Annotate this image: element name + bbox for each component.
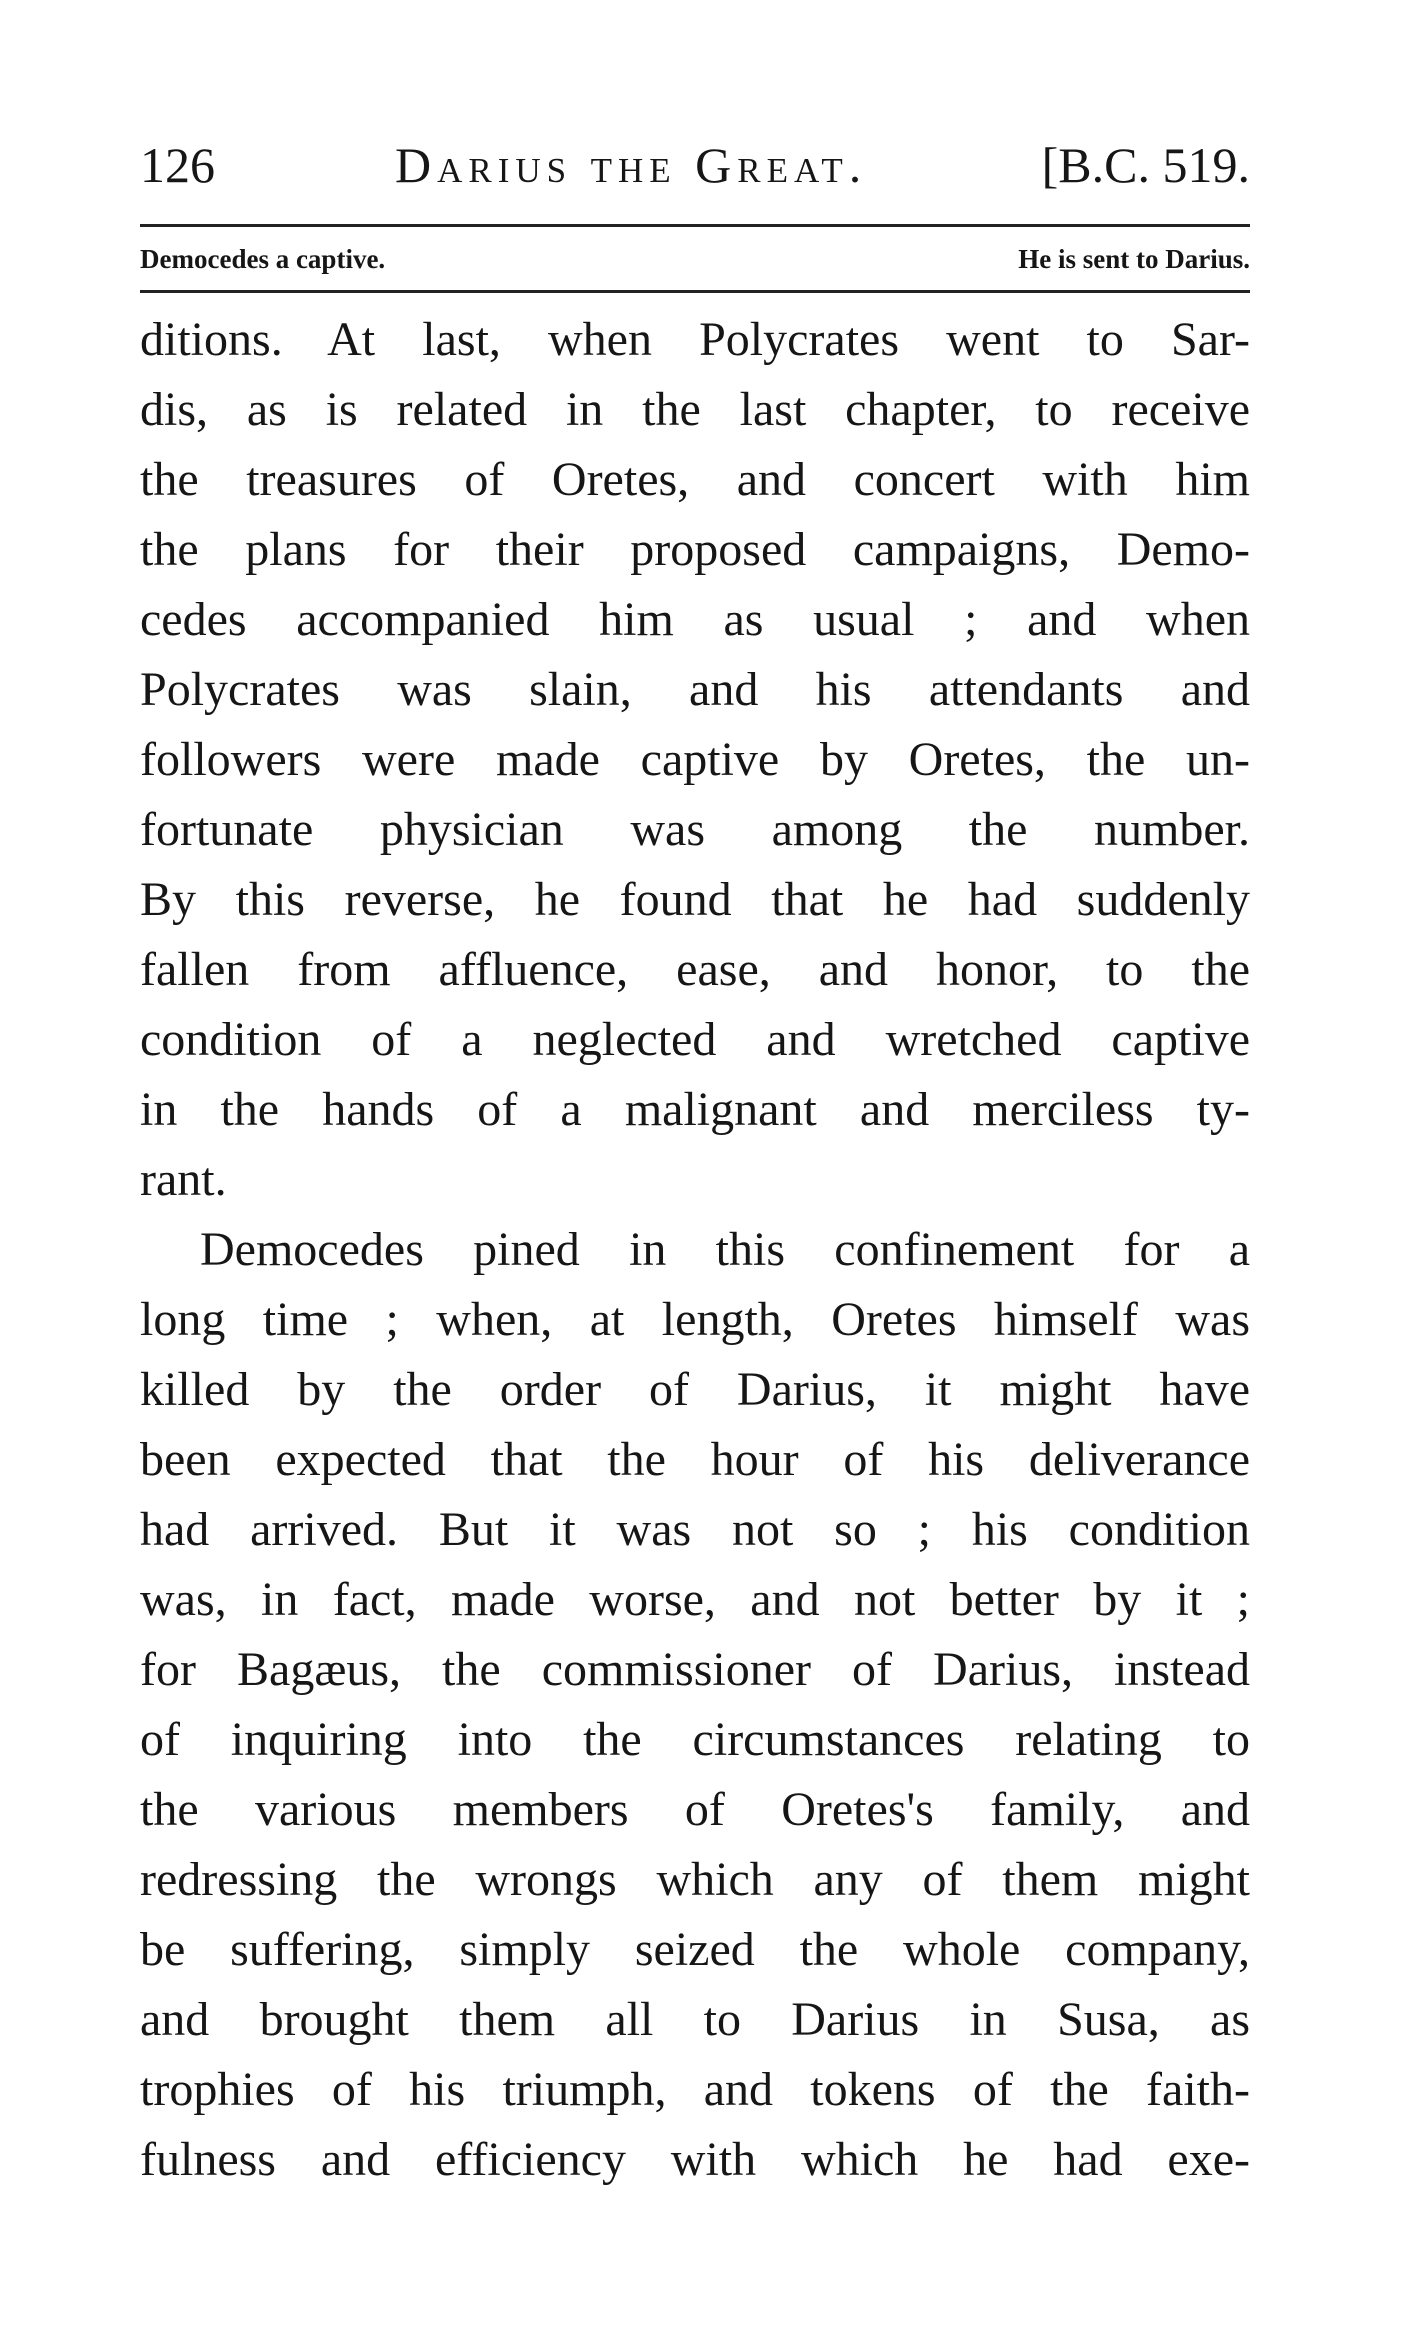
page-number: 126 xyxy=(140,137,215,193)
text-line: been expected that the hour of his deliverance xyxy=(140,1433,1250,1486)
text-line: killed by the order of Darius, it might have xyxy=(140,1363,1250,1416)
body-text xyxy=(140,305,1250,2195)
text-line: and brought them all to Darius in Susa, as xyxy=(140,1993,1250,2046)
paragraph-2 xyxy=(140,1215,1250,2195)
text-line: the various members of Oretes's family, and xyxy=(140,1783,1250,1836)
text-line: ditions. At last, when Polycrates went to Sar- xyxy=(140,313,1250,366)
text-line: cedes accompanied him as usual ; and when xyxy=(140,593,1250,646)
text-line: Polycrates was slain, and his attendants and xyxy=(140,663,1250,716)
paragraph-1 xyxy=(140,305,1250,1215)
subhead-left: Democedes a captive. xyxy=(140,244,386,274)
text-line: rant. xyxy=(140,1153,227,1206)
text-line: fallen from affluence, ease, and honor, to the xyxy=(140,943,1250,996)
text-line: the plans for their proposed campaigns, Demo- xyxy=(140,523,1250,576)
text-line: fulness and efficiency with which he had exe- xyxy=(140,2133,1250,2186)
text-line: Democedes pined in this confinement for a xyxy=(200,1223,1250,1276)
subhead-right: He is sent to Darius. xyxy=(1018,244,1250,274)
text-line: dis, as is related in the last chapter, to receive xyxy=(140,383,1250,436)
text-line: of inquiring into the circumstances relating to xyxy=(140,1713,1250,1766)
text-line: the treasures of Oretes, and concert with him xyxy=(140,453,1250,506)
text-line: condition of a neglected and wretched captive xyxy=(140,1013,1250,1066)
text-line: be suffering, simply seized the whole company, xyxy=(140,1923,1250,1976)
text-line: fortunate physician was among the number. xyxy=(140,803,1250,856)
text-line: was, in fact, made worse, and not better by it ; xyxy=(140,1573,1250,1626)
text-line: had arrived. But it was not so ; his condition xyxy=(140,1503,1250,1556)
marginal-subheads xyxy=(140,236,1250,282)
text-line: in the hands of a malignant and merciless ty- xyxy=(140,1083,1250,1136)
header-rule-bottom xyxy=(140,290,1250,293)
book-title: Darius the Great. xyxy=(395,137,868,193)
text-line: redressing the wrongs which any of them might xyxy=(140,1853,1250,1906)
header-rule-top xyxy=(140,224,1250,227)
text-line: followers were made captive by Oretes, the un- xyxy=(140,733,1250,786)
text-line: trophies of his triumph, and tokens of the faith- xyxy=(140,2063,1250,2116)
text-line: for Bagæus, the commissioner of Darius, instead xyxy=(140,1643,1250,1696)
text-line: By this reverse, he found that he had suddenly xyxy=(140,873,1250,926)
text-line: long time ; when, at length, Oretes himself was xyxy=(140,1293,1250,1346)
running-head xyxy=(140,130,1250,200)
date-mark: [B.C. 519. xyxy=(1041,137,1250,193)
